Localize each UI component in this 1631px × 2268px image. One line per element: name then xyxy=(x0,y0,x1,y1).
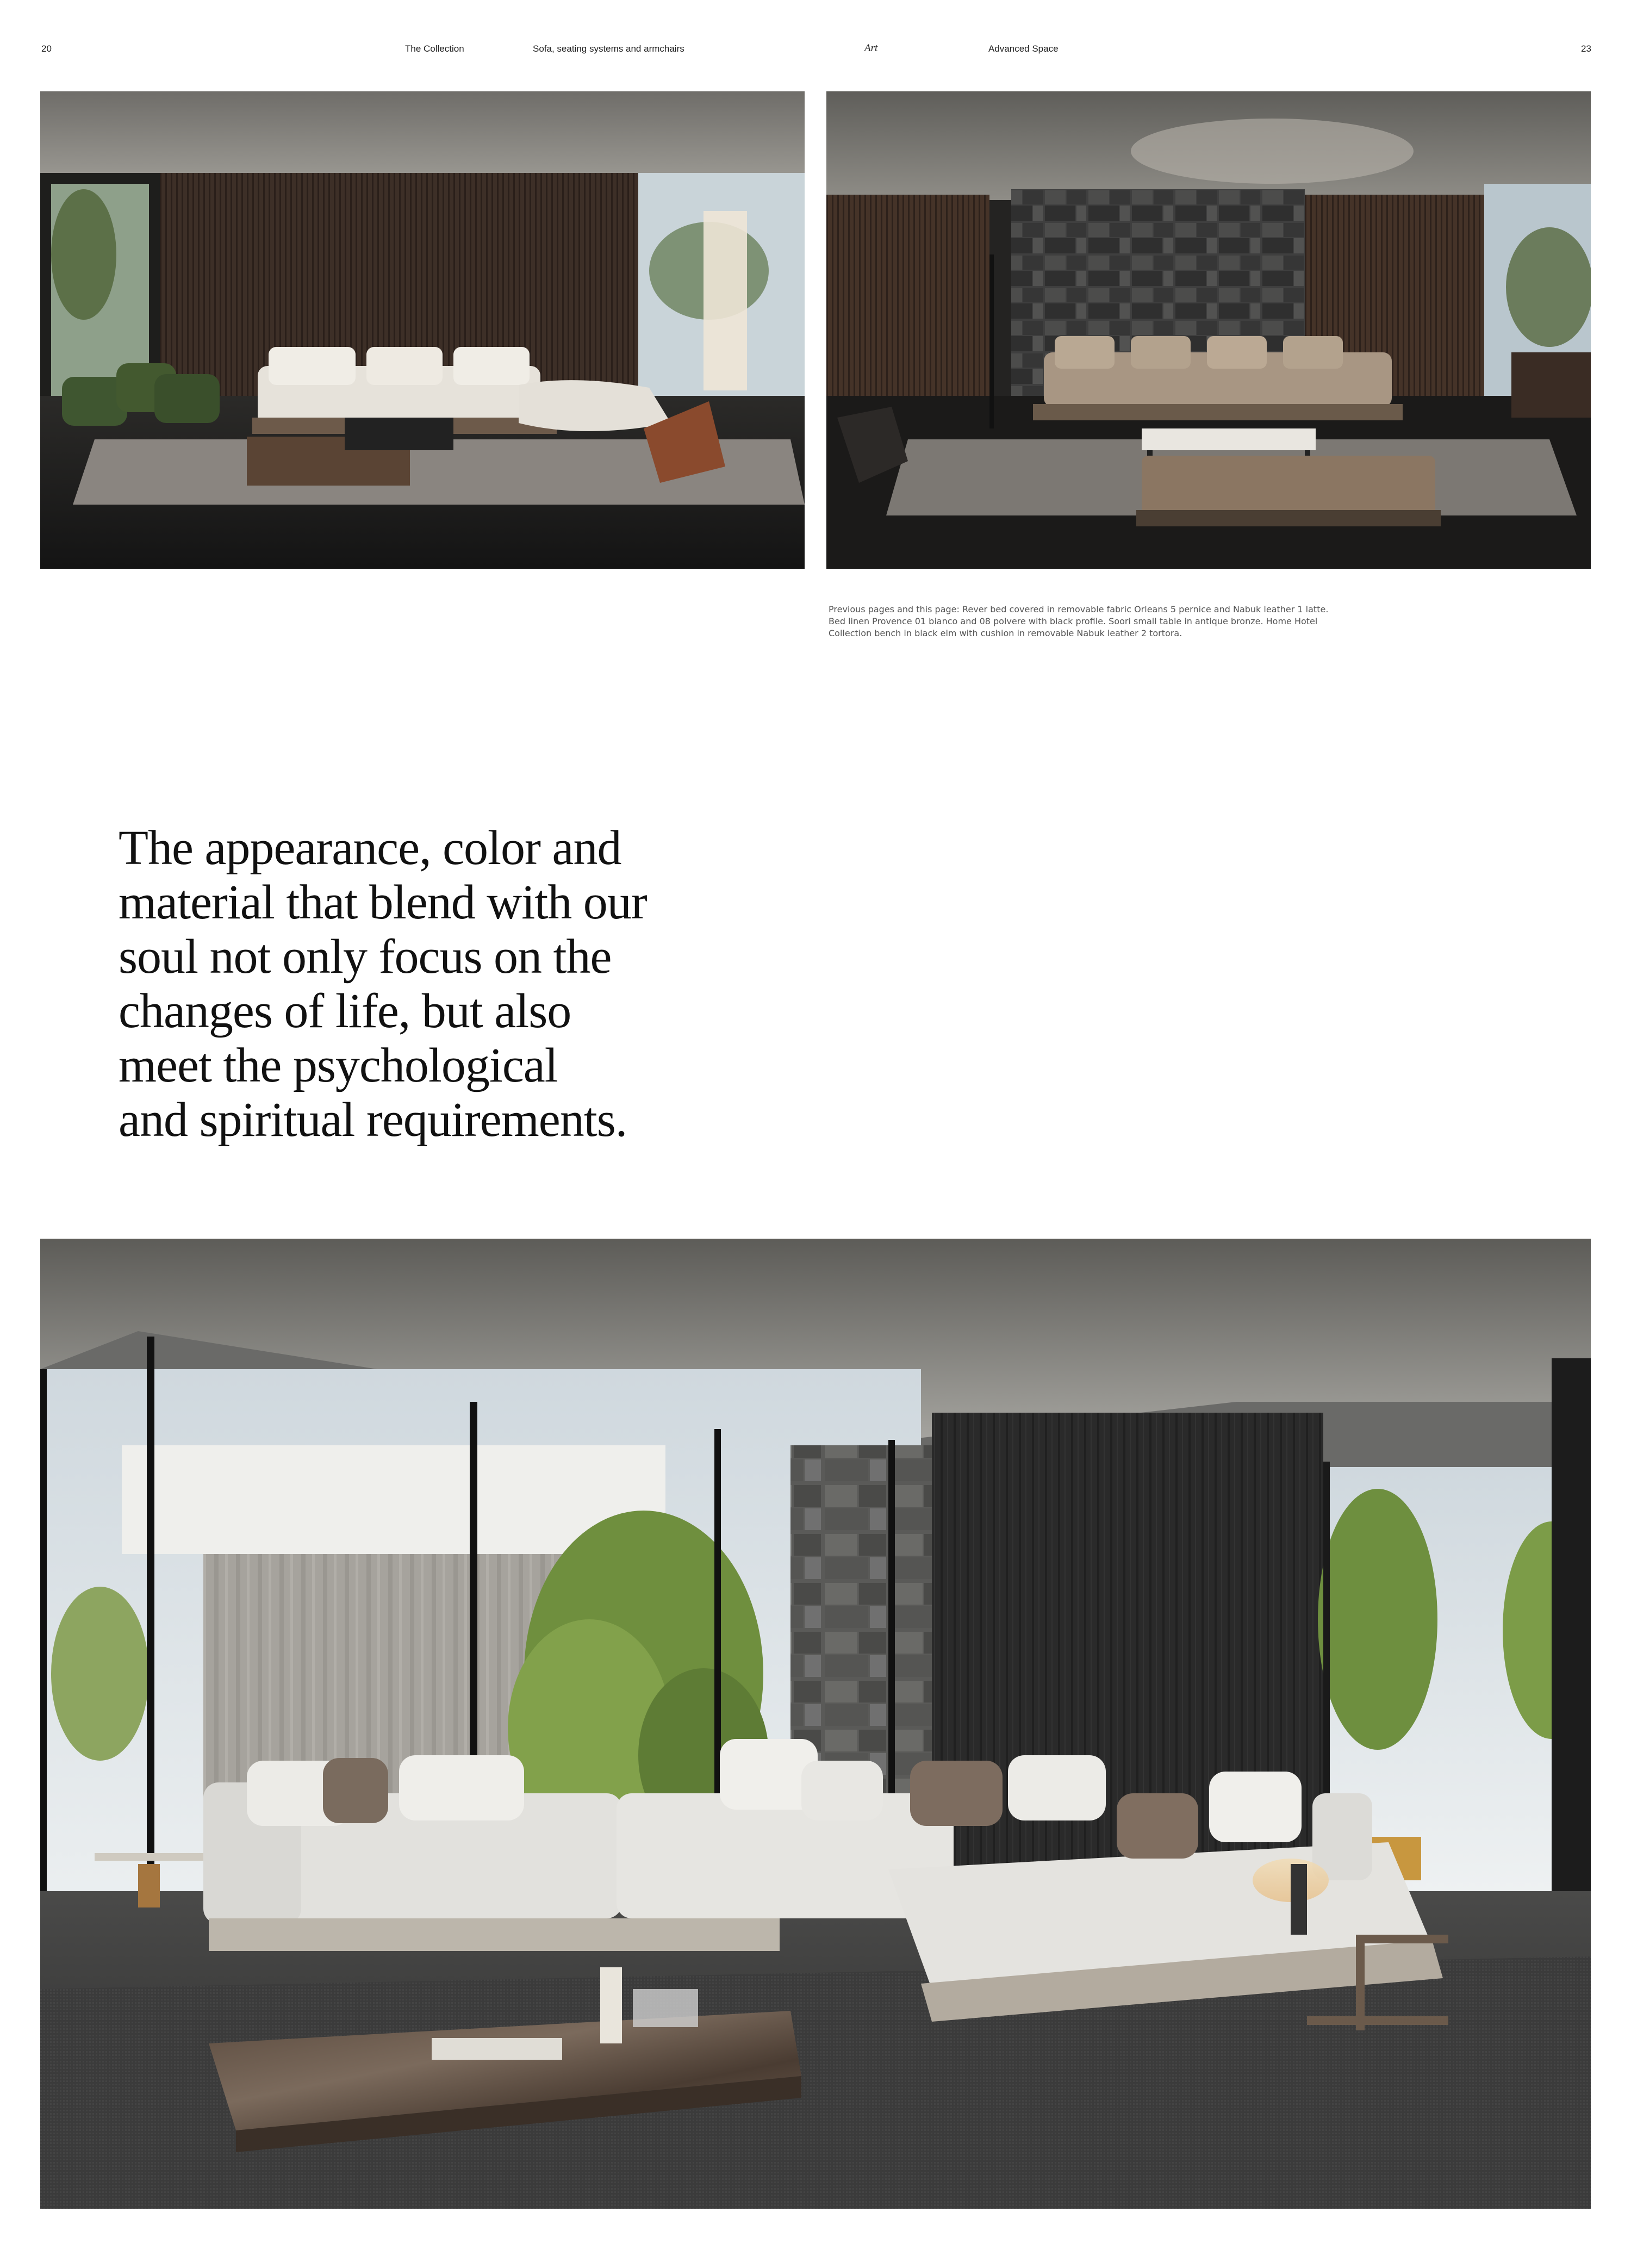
category-label: Art xyxy=(864,42,878,54)
caption-line: Bed linen Provence 01 bianco and 08 polvere with black profile. Soori small table in antique bronze. Home Hotel xyxy=(829,616,1318,626)
page-number-left: 20 xyxy=(41,44,52,54)
subsection-title: Sofa, seating systems and armchairs xyxy=(533,44,684,54)
quote-line: The appearance, color and xyxy=(119,821,621,875)
living-room-photo xyxy=(40,91,805,569)
quote-line: meet the psychological xyxy=(119,1039,558,1092)
sectional-sofa-photo xyxy=(40,1239,1591,2209)
page-number-right: 23 xyxy=(1581,44,1591,54)
quote-line: soul not only focus on the xyxy=(119,930,612,984)
lounge-photo xyxy=(826,91,1591,569)
quote-line: material that blend with our xyxy=(119,875,647,929)
photo-caption xyxy=(829,604,1437,639)
pull-quote xyxy=(119,821,717,1147)
topic-title: Advanced Space xyxy=(988,44,1059,54)
quote-line: and spiritual requirements. xyxy=(119,1093,627,1147)
caption-line: Previous pages and this page: Rever bed covered in removable fabric Orleans 5 pernice and Nabuk leather 1 latte. xyxy=(829,604,1329,614)
caption-line: Collection bench in black elm with cushion in removable Nabuk leather 2 tortora. xyxy=(829,628,1182,638)
quote-line: changes of life, but also xyxy=(119,984,571,1038)
section-title: The Collection xyxy=(405,44,464,54)
